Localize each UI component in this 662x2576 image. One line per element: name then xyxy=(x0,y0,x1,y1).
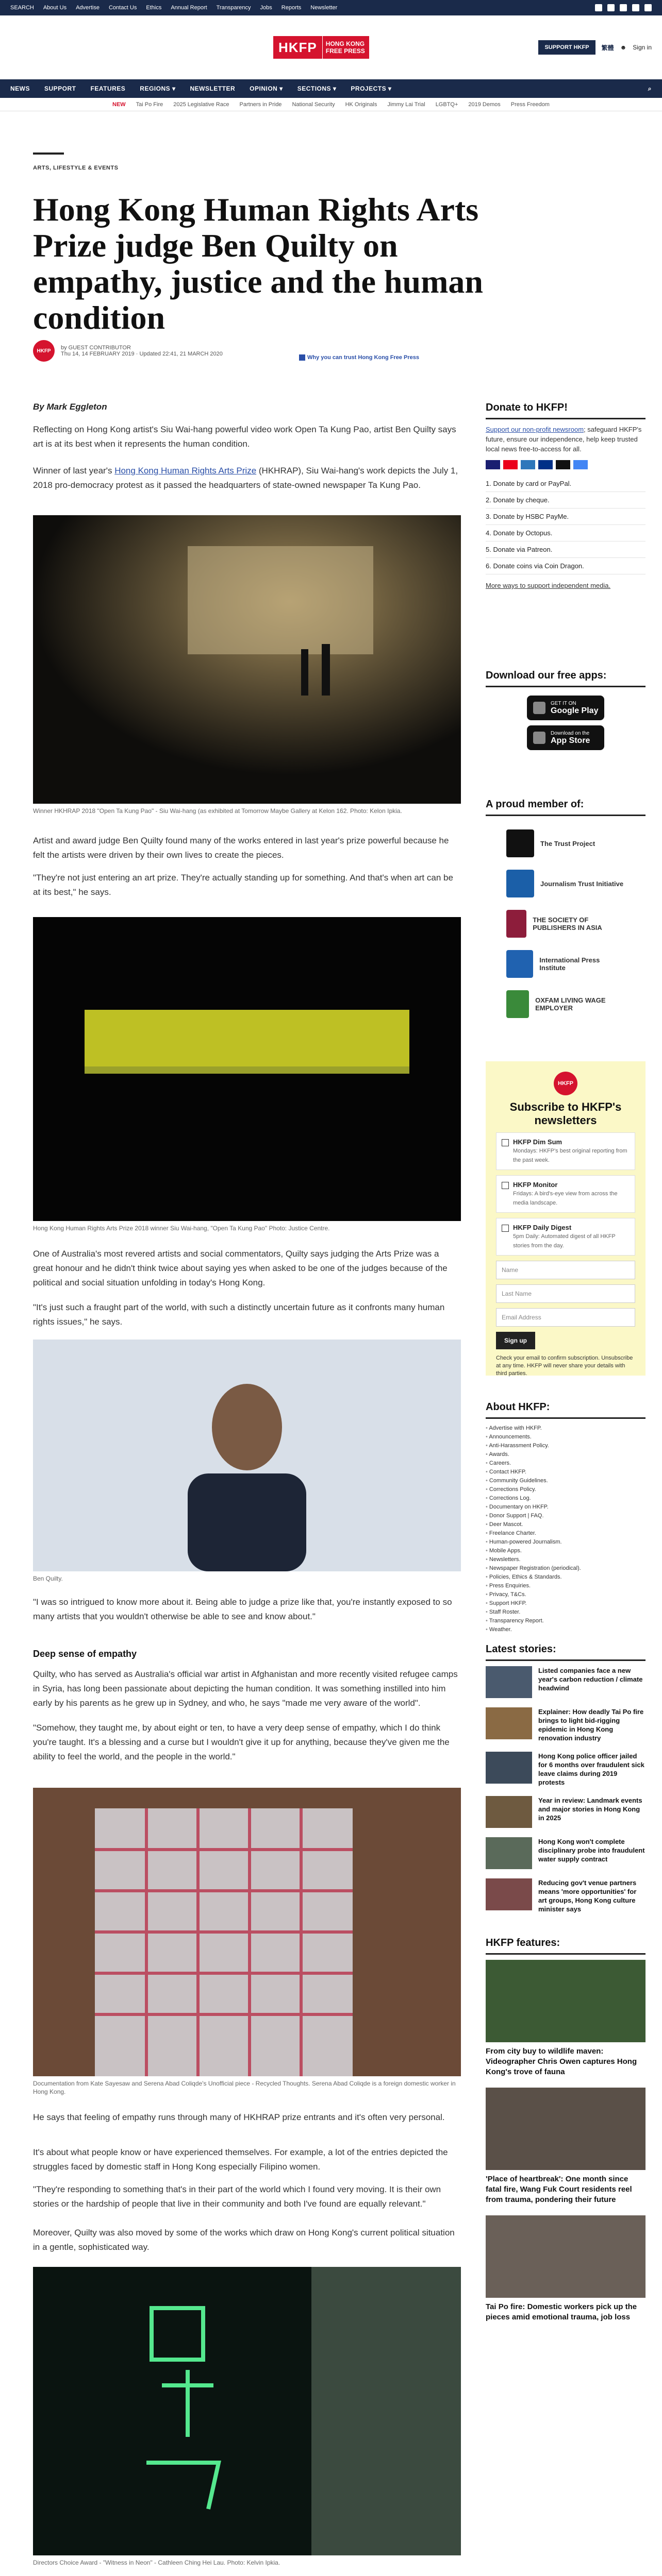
nav-opinion[interactable]: OPINION ▾ xyxy=(250,85,283,92)
subnav-item[interactable]: 2019 Demos xyxy=(468,101,501,108)
app-store-button[interactable] xyxy=(527,725,604,750)
trending-subnav xyxy=(0,98,662,111)
paragraph: "Somehow, they taught me, by about eight or ten, to have a very deep sense of empathy, which I do think you're taught. It's a blessing and a curse but I wouldn't give it up for anything, because they've given me the ability to feel the world, and the people in the world." xyxy=(33,1723,450,1761)
topbar-jobs[interactable]: Jobs xyxy=(260,5,272,11)
subnav-item[interactable]: Partners in Pride xyxy=(239,101,282,108)
subnav-item[interactable]: Press Freedom xyxy=(510,101,550,108)
features-title: HKFP features: xyxy=(486,1937,646,1955)
portrait-photo xyxy=(33,1340,461,1571)
donate-option[interactable]: 1. Donate by card or PayPal. xyxy=(486,476,646,492)
story-title: Listed companies face a new year's carbon reduction / climate headwind xyxy=(538,1667,643,1692)
gp-big: Google Play xyxy=(551,706,599,715)
about-link[interactable]: • Newspaper Registration (periodical). xyxy=(486,1564,646,1573)
article-category[interactable]: ARTS, LIFESTYLE & EVENTS xyxy=(33,165,119,171)
header-actions xyxy=(538,40,652,55)
google-play-button[interactable] xyxy=(527,696,604,720)
newsletter-logo: HKFP xyxy=(554,1072,577,1095)
about-link[interactable]: • Corrections Log. xyxy=(486,1494,646,1503)
article-author: By Mark Eggleton xyxy=(33,402,107,412)
donate-option[interactable]: 2. Donate by cheque. xyxy=(486,492,646,509)
article-image-5 xyxy=(33,2267,461,2555)
story-title: Hong Kong won't complete disciplinary probe into fraudulent water supply contract xyxy=(538,1838,645,1863)
about-link[interactable]: • Newsletters. xyxy=(486,1555,646,1564)
as-big: App Store xyxy=(551,736,590,745)
about-link[interactable]: • Corrections Policy. xyxy=(486,1485,646,1494)
newsletter-name: HKFP Dim Sum xyxy=(513,1138,562,1146)
mastercard-icon xyxy=(503,460,518,469)
newsletter-desc: Mondays: HKFP's best original reporting from the past week. xyxy=(513,1148,627,1163)
about-link[interactable]: • Policies, Ethics & Standards. xyxy=(486,1573,646,1582)
gp-small: GET IT ON xyxy=(551,700,576,706)
rss-icon[interactable] xyxy=(644,4,652,11)
latest-story[interactable] xyxy=(486,1752,646,1787)
story-title: Reducing gov't venue partners means 'more opportunities' for art groups, Hong Kong culture minister says xyxy=(538,1879,637,1913)
name-input[interactable]: Name xyxy=(496,1261,635,1279)
newsletter-option[interactable] xyxy=(496,1175,635,1213)
latest-story[interactable] xyxy=(486,1707,646,1742)
latest-title: Latest stories: xyxy=(486,1643,646,1661)
paragraph-text: (HKHRAP), Siu Wai-hang's work depicts the July 1, 2018 pro-democracy protest as it passed the headquarters of state-owned newspaper Ta Kung Pao. xyxy=(33,466,458,490)
member-oxfam[interactable] xyxy=(506,990,625,1018)
apple-icon xyxy=(533,732,545,744)
subnav-item[interactable]: HK Originals xyxy=(345,101,377,108)
about-link[interactable]: • Freelance Charter. xyxy=(486,1529,646,1538)
paragraph: Moreover, Quilty was also moved by some of the works which draw on Hong Kong's current political situation in a gentle, sophisticated way. xyxy=(33,2228,455,2252)
newsletter-option[interactable] xyxy=(496,1132,635,1170)
nav-support[interactable]: SUPPORT xyxy=(44,85,76,92)
member-jti[interactable] xyxy=(506,870,625,897)
donate-option[interactable]: 5. Donate via Patreon. xyxy=(486,541,646,558)
paragraph: It's about what people know or have experienced themselves. For example, a lot of the entries depicted the struggles faced by domestic staff in Hong Kong especially Filipino women. xyxy=(33,2147,448,2172)
newsletter-checkbox[interactable] xyxy=(502,1139,509,1146)
article-headline: Hong Kong Human Rights Arts Prize judge Ben Quilty on empathy, justice and the human condition xyxy=(33,191,483,336)
about-link[interactable]: • Mobile Apps. xyxy=(486,1547,646,1555)
twitter-icon[interactable] xyxy=(607,4,615,11)
about-link[interactable]: • Donor Support | FAQ. xyxy=(486,1512,646,1520)
about-link[interactable]: • Human-powered Journalism. xyxy=(486,1538,646,1547)
feature-image[interactable] xyxy=(486,2215,646,2298)
nav-projects[interactable]: PROJECTS ▾ xyxy=(351,85,392,92)
paragraph: He says that feeling of empathy runs through many of HKHRAP prize entrants and it's often very personal. xyxy=(33,2112,445,2122)
donate-title: Donate to HKFP! xyxy=(486,402,646,419)
paragraph: One of Australia's most revered artists and social commentators, Quilty says judging the Arts Prize was a great honour and he didn't think twice about saying yes when asked to be one of the judges because of the political and social situation unfolding in today's Hong Kong. xyxy=(33,1249,448,1287)
facebook-icon[interactable] xyxy=(595,4,602,11)
paragraph-text: Winner of last year's xyxy=(33,466,115,476)
about-link[interactable]: • Careers. xyxy=(486,1459,646,1468)
member-name: The Trust Project xyxy=(540,839,595,848)
paragraph: "They're responding to something that's in their part of the world which I found very moving. It is their own stories or the hardship of people that live in their community and both I've found are equally relevant." xyxy=(33,2184,441,2209)
logo-line1: HONG KONG xyxy=(325,40,365,47)
latest-story[interactable] xyxy=(486,1878,646,1913)
neon-artwork-photo xyxy=(33,2267,461,2555)
story-thumbnail xyxy=(486,1837,532,1869)
logo-mark: HKFP xyxy=(273,36,322,59)
subnav-item[interactable]: Jimmy Lai Trial xyxy=(387,101,425,108)
hkfp-logo[interactable] xyxy=(273,36,389,59)
paragraph: Reflecting on Hong Kong artist's Siu Wai-hang powerful video work Open Ta Kung Pao, artist Ben Quilty says art is at its best when it represents the human condition. xyxy=(33,425,456,449)
image-caption: Winner HKHRAP 2018 "Open Ta Kung Pao" - Siu Wai-hang (as exhibited at Tomorrow Maybe Gallery at Kelon 162. Photo: Kelon Ipkia. xyxy=(33,807,402,815)
visa-icon xyxy=(486,460,500,469)
shield-icon xyxy=(299,354,305,361)
as-small: Download on the xyxy=(551,730,590,736)
story-thumbnail xyxy=(486,1707,532,1739)
topbar-transparency[interactable]: Transparency xyxy=(216,5,251,11)
latest-story[interactable] xyxy=(486,1837,646,1869)
story-title: Year in review: Landmark events and major stories in Hong Kong in 2025 xyxy=(538,1797,642,1822)
story-thumbnail xyxy=(486,1752,532,1784)
paypal-icon xyxy=(538,460,553,469)
trust-link[interactable] xyxy=(299,354,419,361)
social-links xyxy=(595,4,652,11)
more-ways-link[interactable]: More ways to support independent media. xyxy=(486,582,611,589)
about-link[interactable]: • Community Guidelines. xyxy=(486,1477,646,1485)
logo-words xyxy=(322,36,369,59)
story-thumbnail xyxy=(486,1796,532,1828)
newsletter-checkbox[interactable] xyxy=(502,1182,509,1189)
topbar-about[interactable]: About Us xyxy=(43,5,67,11)
main-nav xyxy=(0,79,662,98)
donate-text xyxy=(486,425,646,454)
nav-search-icon[interactable]: ⌕ xyxy=(648,84,652,92)
donate-text-body: ; safeguard HKFP's future, ensure our independence, help keep trusted local news free-to-access for all. xyxy=(486,426,642,453)
about-title: About HKFP: xyxy=(486,1401,646,1419)
feature-title[interactable]: From city buy to wildlife maven: Videographer Chris Owen captures Hong Kong's trove of fauna xyxy=(486,2047,637,2076)
newsletter-title: Subscribe to HKFP's newsletters xyxy=(509,1100,622,1127)
applepay-icon xyxy=(556,460,570,469)
donate-option[interactable]: 3. Donate by HSBC PayMe. xyxy=(486,509,646,525)
latest-story[interactable] xyxy=(486,1666,646,1698)
topbar-annual-report[interactable]: Annual Report xyxy=(171,5,207,11)
newsletter-option[interactable] xyxy=(496,1218,635,1256)
image-caption: Ben Quilty. xyxy=(33,1575,63,1582)
member-trust-project[interactable] xyxy=(506,829,625,857)
member-box xyxy=(486,799,646,1039)
about-link[interactable]: • Press Enquiries. xyxy=(486,1582,646,1590)
support-hkfp-button[interactable]: SUPPORT HKFP xyxy=(538,40,595,55)
about-box xyxy=(486,1401,646,1634)
story-thumbnail xyxy=(486,1878,532,1910)
paragraph xyxy=(33,464,461,493)
member-title: A proud member of: xyxy=(486,799,646,816)
newsletter-name: HKFP Monitor xyxy=(513,1181,558,1189)
about-link[interactable]: • Awards. xyxy=(486,1450,646,1459)
jti-icon xyxy=(506,870,534,897)
byline-author[interactable]: by GUEST CONTRIBUTOR xyxy=(61,345,131,351)
author-avatar: HKFP xyxy=(33,340,55,362)
member-name: International Press Institute xyxy=(539,956,600,972)
newsletter-name: HKFP Daily Digest xyxy=(513,1224,572,1231)
nav-sections[interactable]: SECTIONS ▾ xyxy=(297,85,337,92)
logo-line2: FREE PRESS xyxy=(325,47,365,55)
sopa-icon xyxy=(506,910,526,938)
newsletter-checkbox[interactable] xyxy=(502,1225,509,1232)
newsletter-desc: 5pm Daily: Automated digest of all HKFP stories from the day. xyxy=(513,1233,616,1249)
nav-newsletter[interactable]: NEWSLETTER xyxy=(190,85,236,92)
about-link[interactable]: • Weather. xyxy=(486,1625,646,1634)
about-link[interactable]: • Deer Mascot. xyxy=(486,1520,646,1529)
email-input[interactable]: Email Address xyxy=(496,1308,635,1327)
signup-button[interactable]: Sign up xyxy=(496,1332,535,1349)
site-header xyxy=(0,15,662,79)
ipi-icon xyxy=(506,950,533,978)
topbar-advertise[interactable]: Advertise xyxy=(76,5,100,11)
subnav-item[interactable]: LGBTQ+ xyxy=(435,101,458,108)
about-link[interactable]: • Announcements. xyxy=(486,1433,646,1442)
donate-option[interactable]: 6. Donate coins via Coin Dragon. xyxy=(486,558,646,574)
google-play-icon xyxy=(533,702,545,714)
nav-features[interactable]: FEATURES xyxy=(90,85,126,92)
member-ipi[interactable] xyxy=(506,950,625,978)
member-name: Journalism Trust Initiative xyxy=(540,879,624,888)
donate-option[interactable]: 4. Donate by Octopus. xyxy=(486,525,646,541)
feature-title[interactable]: 'Place of heartbreak': One month since fatal fire, Wang Fuk Court residents reel from trauma, pondering their future xyxy=(486,2175,632,2204)
subheading: Deep sense of empathy xyxy=(33,1649,137,1659)
about-link[interactable]: • Advertise with HKFP. xyxy=(486,1424,646,1433)
googlepay-icon xyxy=(573,460,588,469)
topbar-ethics[interactable]: Ethics xyxy=(146,5,162,11)
trust-project-icon xyxy=(506,829,534,857)
article-image-2 xyxy=(33,917,461,1221)
trust-label: Why you can trust Hong Kong Free Press xyxy=(307,354,419,361)
latest-story[interactable] xyxy=(486,1796,646,1828)
paragraph: "It's just such a fraught part of the world, with such a distinctly uncertain future as it confronts many human rights issues," he says. xyxy=(33,1302,445,1327)
story-thumbnail xyxy=(486,1666,532,1698)
user-icon[interactable]: ☻ xyxy=(620,44,627,51)
newsletter-desc: Fridays: A bird's-eye view from across the media landscape. xyxy=(513,1191,618,1206)
about-list xyxy=(486,1424,646,1634)
about-link[interactable]: • Contact HKFP. xyxy=(486,1468,646,1477)
article-image-1 xyxy=(33,515,461,804)
feature-title[interactable]: Tai Po fire: Domestic workers pick up the pieces amid emotional trauma, job loss xyxy=(486,2302,637,2321)
nav-regions[interactable]: REGIONS ▾ xyxy=(140,85,176,92)
newsletter-confirm: Check your email to confirm subscription. Unsubscribe at any time. HKFP will never share your details with third parties. xyxy=(496,1355,633,1377)
amex-icon xyxy=(521,460,535,469)
donate-box xyxy=(486,402,646,590)
story-title: Hong Kong police officer jailed for 6 months over fraudulent sick leave claims during 2019 protests xyxy=(538,1752,644,1786)
paragraph: "I was so intrigued to know more about it. Being able to judge a prize like that, you're instantly exposed to so many artists that you wouldn't otherwise be able to see and know about." xyxy=(33,1597,452,1621)
instagram-icon[interactable] xyxy=(620,4,627,11)
about-link[interactable]: • Support HKFP. xyxy=(486,1599,646,1608)
feature-image[interactable] xyxy=(486,2088,646,2170)
newsletter-box xyxy=(486,1061,646,1376)
feature-image[interactable] xyxy=(486,1960,646,2042)
byline xyxy=(33,340,223,362)
domestic-worker-photo xyxy=(33,1788,461,2076)
sign-in-link[interactable]: Sign in xyxy=(633,44,652,51)
subnav-item[interactable]: 2025 Legislative Race xyxy=(173,101,229,108)
paragraph: "They're not just entering an art prize. They're actually standing up for something. And that's when art can be at its best," he says. xyxy=(33,873,453,897)
article-image-4 xyxy=(33,1788,461,2076)
about-link[interactable]: • Transparency Report. xyxy=(486,1617,646,1625)
about-link[interactable]: • Documentary on HKFP. xyxy=(486,1503,646,1512)
hkhrap-link[interactable]: Hong Kong Human Rights Arts Prize xyxy=(114,466,257,476)
image-caption: Hong Kong Human Rights Arts Prize 2018 winner Siu Wai-hang, "Open Ta Kung Pao" Photo: Justice Centre. xyxy=(33,1225,330,1232)
about-link[interactable]: • Anti-Harassment Policy. xyxy=(486,1442,646,1450)
apps-title: Download our free apps: xyxy=(486,670,646,687)
topbar-newsletter[interactable]: Newsletter xyxy=(310,5,338,11)
subnav-item[interactable]: National Security xyxy=(292,101,335,108)
last-name-input[interactable]: Last Name xyxy=(496,1284,635,1303)
member-name: THE SOCIETY OF PUBLISHERS IN ASIA xyxy=(533,916,602,931)
topbar-contact[interactable]: Contact Us xyxy=(108,5,137,11)
paragraph: Quilty, who has served as Australia's official war artist in Afghanistan and more recently visited refugee camps in Syria, has long been passionate about depicting the human condition. It was something instilled into him early by his parents as he grew up in Sydney, and who, he says "made me very aware of the world". xyxy=(33,1669,458,1708)
donate-link[interactable]: Support our non-profit newsroom xyxy=(486,426,584,433)
topbar-search[interactable]: SEARCH xyxy=(10,5,34,11)
top-utility-bar xyxy=(0,0,662,15)
header-divider xyxy=(33,152,64,155)
nav-news[interactable]: NEWS xyxy=(10,85,30,92)
article-image-3 xyxy=(33,1340,461,1571)
byline-dates: Thu 14, 14 FEBRUARY 2019 · Updated 22:41, 21 MARCH 2020 xyxy=(61,351,223,357)
latest-stories-box xyxy=(486,1643,646,1923)
image-caption: Documentation from Kate Sayesaw and Serena Abad Coliqde's Unofficial piece - Recycled Thoughts. Serena Abad Coliqde is a foreign domestic worker in Hong Kong. xyxy=(33,2080,456,2095)
features-box xyxy=(486,1937,646,2333)
apps-box xyxy=(486,670,646,750)
youtube-icon[interactable] xyxy=(632,4,639,11)
topbar-reports[interactable]: Reports xyxy=(281,5,302,11)
about-link[interactable]: • Staff Roster. xyxy=(486,1608,646,1617)
artwork-photo xyxy=(33,917,461,1221)
member-name: OXFAM LIVING WAGE EMPLOYER xyxy=(535,996,606,1012)
member-list xyxy=(486,821,646,1039)
language-switch[interactable]: 繁體 xyxy=(601,44,614,52)
member-sopa[interactable] xyxy=(506,910,625,938)
image-caption: Directors Choice Award - "Witness in Neon" - Cathleen Ching Hei Lau. Photo: Kelvin Ipkia. xyxy=(33,2559,280,2566)
payment-icons xyxy=(486,460,646,469)
oxfam-icon xyxy=(506,990,529,1018)
subnav-item[interactable]: Tai Po Fire xyxy=(136,101,163,108)
story-title: Explainer: How deadly Tai Po fire brings to light bid-rigging epidemic in Hong Kong renovation industry xyxy=(538,1708,644,1742)
subnav-new-badge: NEW xyxy=(112,101,126,108)
about-link[interactable]: • Privacy, T&Cs. xyxy=(486,1590,646,1599)
gallery-photo xyxy=(33,515,461,804)
paragraph: Artist and award judge Ben Quilty found many of the works entered in last year's prize powerful because he felt the artists were driven by their own lives to create the pieces. xyxy=(33,836,449,860)
donate-options xyxy=(486,476,646,574)
